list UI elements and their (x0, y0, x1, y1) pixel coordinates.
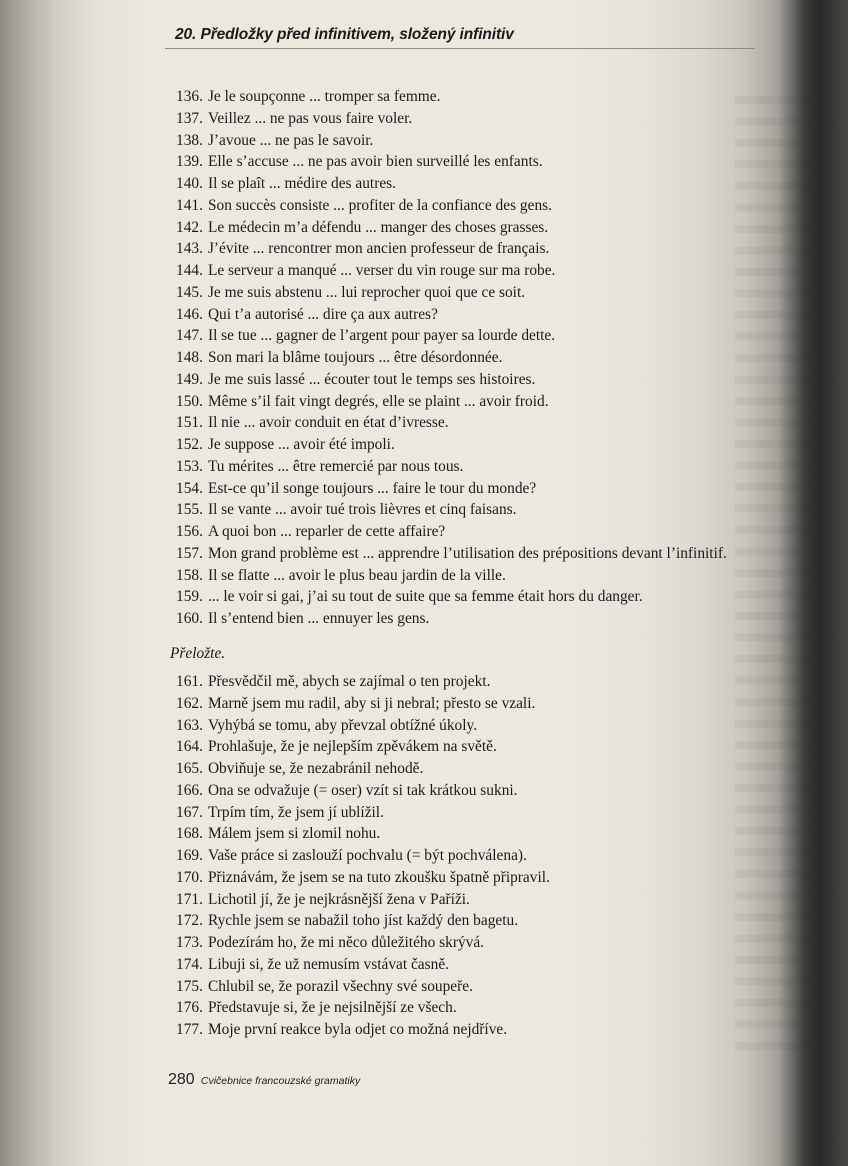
item-text: Obviňuje se, že nezabránil nehodě. (207, 760, 424, 777)
item-text: Málem jsem si zlomil nohu. (207, 825, 381, 843)
item-text: Qui t’a autorisé ... dire ça aux autres? (207, 305, 438, 323)
item-number: 152. (176, 436, 203, 453)
item-number: 160. (176, 610, 203, 627)
item-text: Je me suis lassé ... écouter tout le temps ses histoires. (207, 370, 536, 388)
item-text: J’évite ... rencontrer mon ancien professeur de français. (207, 240, 550, 258)
exercise-item (176, 976, 550, 998)
item-text: Il s’entend bien ... ennuyer les gens. (207, 610, 430, 627)
exercise-item (176, 325, 727, 347)
exercise-item (176, 693, 550, 715)
item-text: Představuje si, že je nejsilnější ze všech. (207, 999, 457, 1017)
exercise-item (176, 195, 727, 217)
item-number: 165. (176, 760, 203, 777)
exercise-item (176, 521, 727, 543)
exercise-item (176, 889, 550, 911)
item-number: 142. (176, 218, 203, 236)
exercise-list-french (176, 86, 727, 630)
exercise-item (176, 671, 550, 693)
exercise-item (176, 86, 727, 108)
item-number: 174. (176, 955, 203, 973)
item-text: J’avoue ... ne pas le savoir. (207, 131, 374, 149)
exercise-item (176, 823, 550, 845)
item-text: Prohlašuje, že je nejlepším zpěvákem na světě. (207, 738, 497, 756)
chapter-header: 20. Předložky před infinitivem, složený infinitiv (175, 26, 514, 43)
exercise-item (176, 173, 727, 195)
section-title-prelozte: Přeložte. (170, 645, 226, 662)
exercise-item (176, 845, 550, 867)
item-number: 155. (176, 501, 203, 519)
item-text: Il nie ... avoir conduit en état d’ivresse. (207, 414, 449, 432)
exercise-item (176, 954, 550, 976)
item-number: 167. (176, 803, 203, 821)
item-number: 164. (176, 738, 203, 756)
item-number: 144. (176, 262, 203, 279)
exercise-item (176, 478, 727, 500)
exercise-item (176, 217, 727, 239)
item-number: 177. (176, 1021, 203, 1038)
exercise-item (176, 780, 550, 802)
item-text: Le serveur a manqué ... verser du vin rouge sur ma robe. (207, 262, 556, 279)
exercise-item (176, 369, 727, 391)
exercise-item (176, 499, 727, 521)
exercise-item (176, 108, 727, 130)
exercise-item (176, 304, 727, 326)
exercise-item (176, 608, 727, 630)
item-text: Il se plaît ... médire des autres. (207, 175, 396, 192)
item-text: Přesvědčil mě, abych se zajímal o ten projekt. (207, 673, 491, 690)
exercise-item (176, 565, 727, 587)
item-number: 140. (176, 175, 203, 192)
item-number: 137. (176, 109, 203, 127)
item-text: Marně jsem mu radil, aby si ji nebral; přesto se vzali. (207, 694, 536, 712)
exercise-item (176, 867, 550, 889)
exercise-item (176, 238, 727, 260)
item-text: A quoi bon ... reparler de cette affaire? (207, 523, 446, 540)
item-text: Ona se odvažuje (= oser) vzít si tak krátkou sukni. (207, 781, 518, 799)
exercise-item (176, 282, 727, 304)
exercise-item (176, 151, 727, 173)
exercise-item (176, 758, 550, 780)
item-text: Chlubil se, že porazil všechny své soupeře. (207, 977, 473, 995)
item-text: Je le soupçonne ... tromper sa femme. (207, 88, 441, 105)
item-text: ... le voir si gai, j’ai su tout de suite que sa femme était hors du danger. (207, 588, 643, 606)
item-number: 161. (176, 673, 203, 690)
exercise-item (176, 910, 550, 932)
item-number: 149. (176, 370, 203, 388)
exercise-item (176, 586, 727, 608)
item-number: 171. (176, 890, 203, 908)
item-number: 176. (176, 999, 203, 1017)
item-text: Podezírám ho, že mi něco důležitého skrývá. (207, 934, 485, 951)
item-text: Vyhýbá se tomu, aby převzal obtížné úkoly. (207, 716, 478, 734)
exercise-item (176, 997, 550, 1019)
item-number: 168. (176, 825, 203, 843)
item-text: Libuji si, že už nemusím vstávat časně. (207, 955, 449, 973)
item-number: 175. (176, 977, 203, 995)
exercise-item (176, 412, 727, 434)
exercise-item (176, 932, 550, 954)
item-number: 172. (176, 912, 203, 930)
item-text: Je suppose ... avoir été impoli. (207, 436, 395, 453)
item-number: 162. (176, 694, 203, 712)
item-number: 138. (176, 131, 203, 149)
item-text: Moje první reakce byla odjet co možná nejdříve. (207, 1021, 508, 1038)
exercise-item (176, 736, 550, 758)
exercise-item (176, 434, 727, 456)
item-text: Elle s’accuse ... ne pas avoir bien surveillé les enfants. (207, 153, 543, 171)
facing-page-bleed (735, 96, 825, 1056)
item-number: 173. (176, 934, 203, 951)
item-text: Est-ce qu’il songe toujours ... faire le tour du monde? (207, 479, 537, 497)
item-number: 151. (176, 414, 203, 432)
item-number: 163. (176, 716, 203, 734)
exercise-item (176, 260, 727, 282)
item-number: 139. (176, 153, 203, 171)
item-text: Son succès consiste ... profiter de la confiance des gens. (207, 196, 552, 214)
page-footer (168, 1071, 360, 1089)
item-number: 156. (176, 523, 203, 540)
item-text: Il se vante ... avoir tué trois lièvres et cinq faisans. (207, 501, 517, 519)
item-number: 143. (176, 240, 203, 258)
item-text: Mon grand problème est ... apprendre l’utilisation des prépositions devant l’infinitif. (207, 544, 727, 562)
exercise-list-czech (176, 671, 550, 1041)
exercise-item (176, 802, 550, 824)
exercise-item (176, 130, 727, 152)
exercise-item (176, 1019, 550, 1041)
item-number: 147. (176, 327, 203, 345)
item-number: 159. (176, 588, 203, 606)
exercise-item (176, 391, 727, 413)
item-number: 141. (176, 196, 203, 214)
item-number: 150. (176, 392, 203, 410)
item-text: Přiznávám, že jsem se na tuto zkoušku špatně připravil. (207, 868, 550, 886)
exercise-item (176, 543, 727, 565)
item-number: 158. (176, 566, 203, 584)
item-number: 148. (176, 349, 203, 366)
item-text: Il se tue ... gagner de l’argent pour payer sa lourde dette. (207, 327, 556, 345)
item-text: Trpím tím, že jsem jí ublížil. (207, 803, 384, 821)
exercise-item (176, 347, 727, 369)
item-text: Son mari la blâme toujours ... être désordonnée. (207, 349, 503, 366)
item-text: Même s’il fait vingt degrés, elle se plaint ... avoir froid. (207, 392, 549, 410)
item-number: 153. (176, 457, 203, 475)
item-text: Vaše práce si zaslouží pochvalu (= být pochválena). (207, 847, 527, 864)
item-text: Tu mérites ... être remercié par nous tous. (207, 457, 464, 475)
header-rule (165, 48, 755, 49)
item-number: 136. (176, 88, 203, 105)
item-number: 146. (176, 305, 203, 323)
book-title: Cvičebnice francouzské gramatiky (200, 1075, 361, 1087)
exercise-item (176, 715, 550, 737)
page-number: 280 (168, 1071, 195, 1088)
item-number: 169. (176, 847, 203, 864)
item-number: 157. (176, 544, 203, 562)
item-text: Le médecin m’a défendu ... manger des choses grasses. (207, 218, 549, 236)
item-number: 166. (176, 781, 203, 799)
item-number: 154. (176, 479, 203, 497)
item-text: Veillez ... ne pas vous faire voler. (207, 109, 413, 127)
item-text: Rychle jsem se nabažil toho jíst každý den bagetu. (207, 912, 519, 930)
item-number: 170. (176, 868, 203, 886)
item-number: 145. (176, 283, 203, 301)
item-text: Il se flatte ... avoir le plus beau jardin de la ville. (207, 566, 506, 584)
item-text: Lichotil jí, že je nejkrásnější žena v Paříži. (207, 890, 470, 908)
exercise-item (176, 456, 727, 478)
item-text: Je me suis abstenu ... lui reprocher quoi que ce soit. (207, 283, 526, 301)
